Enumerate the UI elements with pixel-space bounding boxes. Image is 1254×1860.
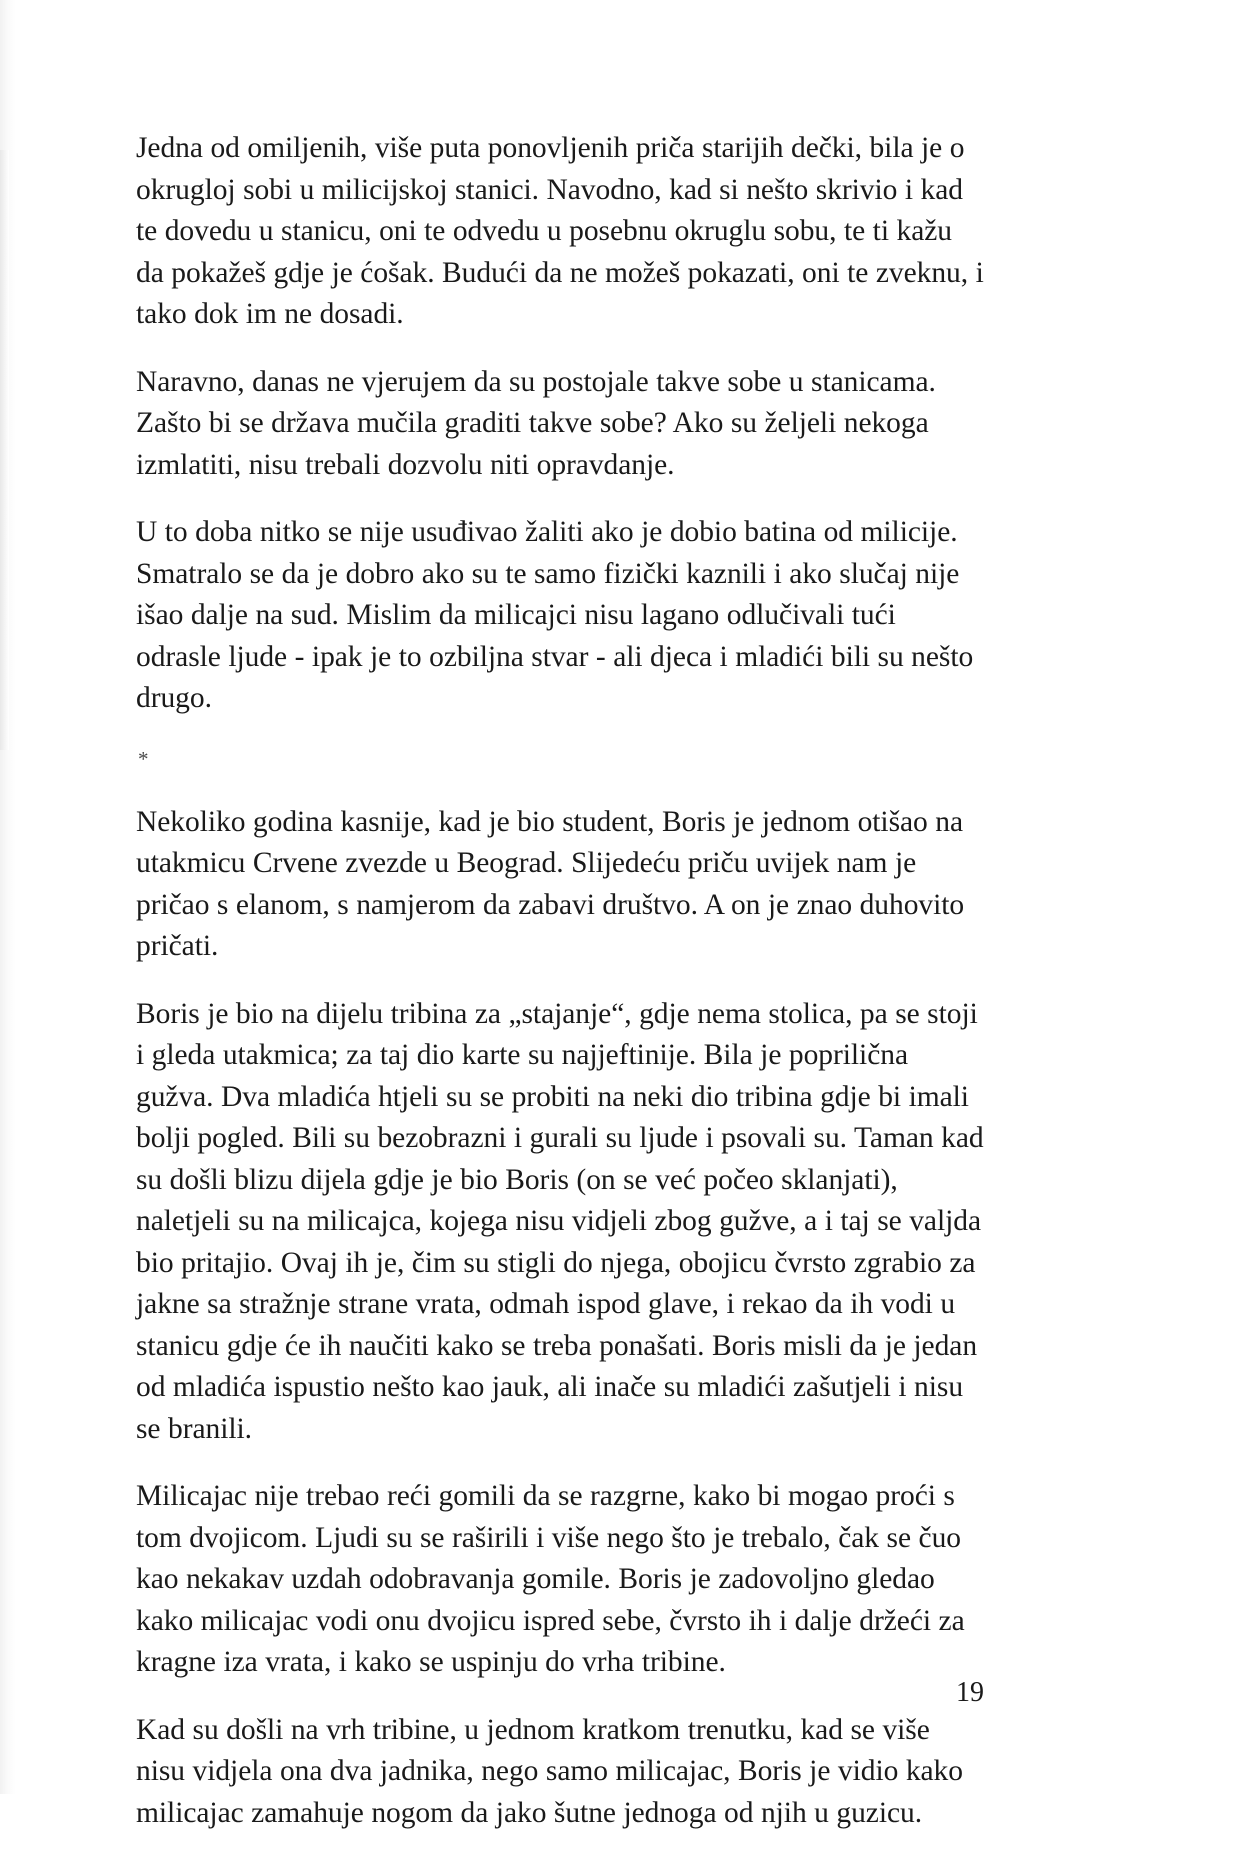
paragraph-2: Naravno, danas ne vjerujem da su postojale takve sobe u stanicama. Zašto bi se država mučila graditi takve sobe? Ako su željeli nekoga izmlatiti, nisu trebali dozvolu niti opravdanje. <box>136 365 936 481</box>
paragraph-6: Milicajac nije trebao reći gomili da se razgrne, kako bi mogao proći s tom dvojicom. Ljudi su se raširili i više nego što je trebalo, čak se čuo kao nekakav uzdah odobravanja gomile. Boris je zadovoljno gledao kako milicajac vodi onu dvojicu ispred sebe, čvrsto ih i dalje držeći za kragne iza vrata, i kako se uspinju do vrha tribine. <box>136 1480 965 1678</box>
paragraph-3: U to doba nitko se nije usuđivao žaliti ako je dobio batina od milicije. Smatralo se da je dobro ako su te samo fizički kaznili i ako slučaj nije išao dalje na sud. Mislim da milicajci nisu lagano odlučivali tući odrasle ljude - ipak je to ozbiljna stvar - ali djeca i mladići bili su nešto drugo. <box>136 516 974 714</box>
page-edge-shading <box>0 0 16 1794</box>
section-break-asterisk: * <box>138 746 149 771</box>
page-number: 19 <box>956 1677 984 1708</box>
page-edge-nick <box>0 150 9 750</box>
paragraph-1: Jedna od omiljenih, više puta ponovljenih priča starijih dečki, bila je o okrugloj sobi u milicijskoj stanici. Navodno, kad si nešto skrivio i kad te dovedu u stanicu, oni te odvedu u posebnu okruglu sobu, te ti kažu da pokažeš gdje je ćošak. Budući da ne možeš pokazati, oni te zveknu, i tako dok im ne dosadi. <box>136 132 984 330</box>
paragraph-7: Kad su došli na vrh tribine, u jednom kratkom trenutku, kad se više nisu vidjela ona dva jadnika, nego samo milicajac, Boris je vidio kako milicajac zamahuje nogom da jako šutne jednoga od njih u guzicu. <box>136 1713 963 1829</box>
text-column <box>136 128 984 1860</box>
paragraph-4: Nekoliko godina kasnije, kad je bio student, Boris je jednom otišao na utakmicu Crvene zvezde u Beograd. Slijedeću priču uvijek nam je pričao s elanom, s namjerom da zabavi društvo. A on je znao duhovito pričati. <box>136 805 965 962</box>
paragraph-5: Boris je bio na dijelu tribina za „stajanje“, gdje nema stolica, pa se stoji i gleda utakmica; za taj dio karte su najjeftinije. Bila je poprilična gužva. Dva mladića htjeli su se probiti na neki dio tribina gdje bi imali bolji pogled. Bili su bezobrazni i gurali su ljude i psovali su. Taman kad su došli blizu dijela gdje je bio Boris (on se već počeo sklanjati), naletjeli su na milicajca, kojega nisu vidjeli zbog gužve, a i taj se valjda bio pritajio. Ovaj ih je, čim su stigli do njega, obojicu čvrsto zgrabio za jakne sa stražnje strane vrata, odmah ispod glave, i rekao da ih vodi u stanicu gdje će ih naučiti kako se treba ponašati. Boris misli da je jedan od mladića ispustio nešto kao jauk, ali inače su mladići zašutjeli i nisu se branili. <box>136 997 984 1445</box>
